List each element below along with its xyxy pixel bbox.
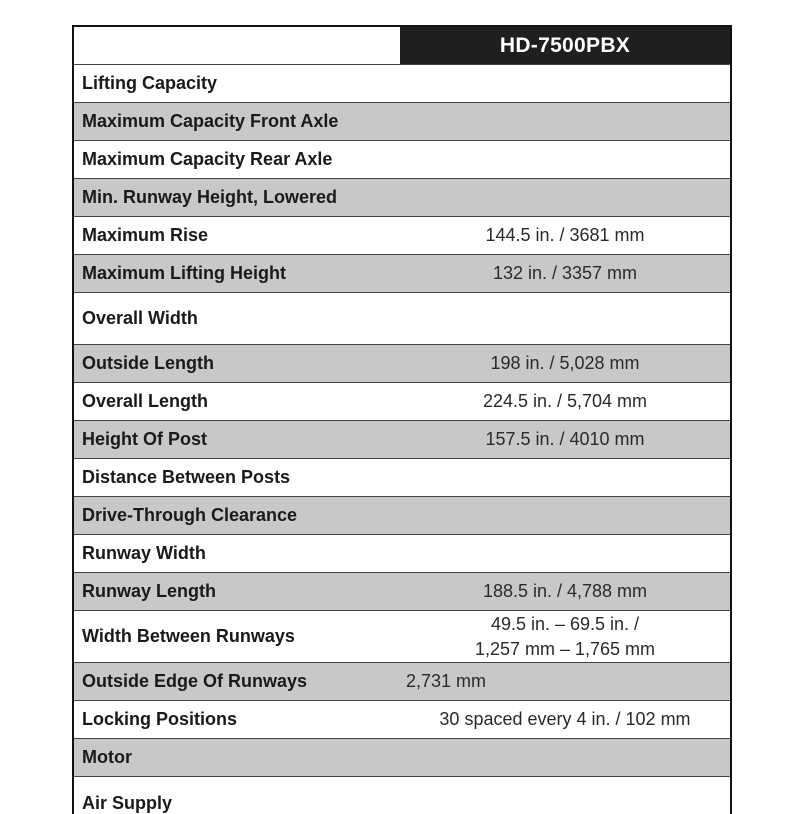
spec-value	[400, 293, 730, 344]
spec-row-outside-length	[74, 344, 730, 382]
spec-row-overall-width	[74, 292, 730, 344]
spec-label: Drive-Through Clearance	[74, 497, 400, 534]
spec-label: Lifting Capacity	[82, 73, 218, 93]
spec-label: Maximum Rise	[82, 225, 209, 245]
spec-value: 2,731 mm	[400, 663, 730, 700]
spec-label: Width Between Runways	[82, 626, 295, 646]
spec-value	[400, 497, 730, 534]
spec-label: Overall Length	[82, 391, 209, 411]
spec-row-maximum-rise	[74, 216, 730, 254]
spec-row-width-between-runways	[74, 610, 730, 662]
spec-label: Overall Width	[82, 308, 198, 328]
spec-value	[400, 103, 730, 140]
spec-value: 157.5 in. / 4010 mm	[400, 421, 730, 458]
spec-value: 188.5 in. / 4,788 mm	[400, 573, 730, 610]
header-blank-cell	[74, 27, 400, 64]
spec-label: Air Supply	[82, 793, 173, 813]
spec-value: 132 in. / 3357 mm	[400, 255, 730, 292]
spec-value-line-2: 1,257 mm – 1,765 mm	[474, 638, 656, 659]
spec-label: Outside Length	[74, 345, 400, 382]
spec-row-lifting-capacity	[74, 64, 730, 102]
spec-value	[400, 179, 730, 216]
spec-row-runway-length	[74, 572, 730, 610]
spec-value: 144.5 in. / 3681 mm	[485, 225, 645, 246]
spec-row-min-runway-height	[74, 178, 730, 216]
spec-label: Maximum Capacity Front Axle	[74, 103, 400, 140]
spec-value	[400, 739, 730, 776]
spec-value-two-line	[475, 612, 655, 661]
table-header-row	[74, 25, 730, 64]
spec-label: Outside Edge Of Runways	[74, 663, 400, 700]
spec-label: Maximum Capacity Rear Axle	[82, 149, 333, 169]
spec-label: Locking Positions	[82, 709, 238, 729]
spec-label: Maximum Lifting Height	[74, 255, 400, 292]
spec-row-distance-between-posts	[74, 458, 730, 496]
spec-row-outside-edge-of-runways	[74, 662, 730, 700]
spec-value: 30 spaced every 4 in. / 102 mm	[439, 709, 691, 730]
spec-row-max-capacity-front-axle	[74, 102, 730, 140]
spec-label: Height Of Post	[74, 421, 400, 458]
spec-value	[400, 611, 730, 662]
spec-label: Distance Between Posts	[82, 467, 291, 487]
spec-value: 224.5 in. / 5,704 mm	[482, 391, 648, 412]
spec-row-motor	[74, 738, 730, 776]
spec-value	[400, 141, 730, 178]
spec-label: Runway Width	[82, 543, 206, 563]
spec-row-runway-width	[74, 534, 730, 572]
spec-value-line-1: 49.5 in. – 69.5 in. /	[490, 614, 640, 635]
specifications-table	[72, 25, 732, 814]
spec-row-overall-length	[74, 382, 730, 420]
model-header: HD-7500PBX	[400, 27, 730, 64]
spec-label: Motor	[74, 739, 400, 776]
spec-value	[400, 777, 730, 814]
spec-value	[400, 65, 730, 102]
spec-row-max-capacity-rear-axle	[74, 140, 730, 178]
spec-row-maximum-lifting-height	[74, 254, 730, 292]
spec-row-locking-positions	[74, 700, 730, 738]
spec-value	[400, 459, 730, 496]
spec-row-height-of-post	[74, 420, 730, 458]
spec-row-drive-through-clearance	[74, 496, 730, 534]
spec-value: 198 in. / 5,028 mm	[400, 345, 730, 382]
spec-label: Min. Runway Height, Lowered	[74, 179, 400, 216]
spec-row-air-supply	[74, 776, 730, 814]
spec-label: Runway Length	[74, 573, 400, 610]
spec-value	[400, 535, 730, 572]
